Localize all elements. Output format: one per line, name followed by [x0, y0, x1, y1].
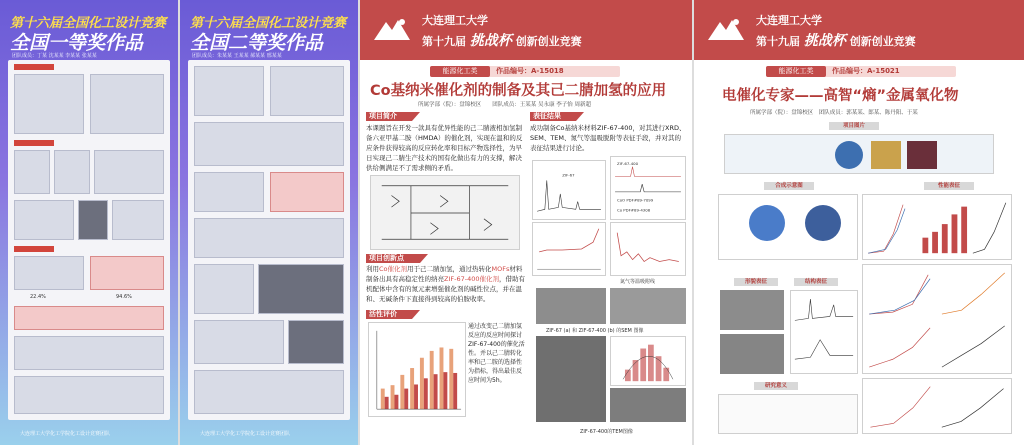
particle-size-histogram — [610, 336, 686, 386]
poster2-award-title: 全国二等奖作品 — [190, 32, 324, 54]
photo-figure — [78, 200, 108, 240]
tem-image — [720, 334, 784, 374]
innovation-text: 利用Co催化剂用于己二腈加氢，通过热转化MOFs材料制备出具有高稳定性的纳亮ZIF-67-400催化剂，借助有机配体中含有的氮元素增强催化剂的碱性位点，并在温和、无碱条件下直接得到较高的伯胺收率。 — [366, 265, 525, 303]
section-synthesis: 合成示意图 — [764, 182, 814, 190]
structure-charts — [790, 290, 858, 374]
render-photo — [288, 320, 344, 364]
activity-bar — [434, 374, 438, 409]
table-figure — [14, 306, 164, 330]
significance-text-block — [718, 394, 858, 434]
map-figure — [14, 200, 74, 240]
pipeline-figure — [14, 256, 84, 290]
activity-bar — [440, 347, 444, 409]
tem-caption: ZIF-67-400的TEM图像 — [580, 429, 633, 435]
section-tab — [14, 140, 54, 146]
poster1-award-title: 全国一等奖作品 — [10, 32, 144, 54]
activity-bar — [449, 349, 453, 409]
cost-table — [14, 336, 164, 370]
section-innovation: 项目创新点 — [366, 254, 420, 263]
activity-bar — [404, 389, 408, 410]
layout-figure — [194, 218, 344, 258]
safety-table — [194, 370, 344, 414]
globe-image — [835, 141, 863, 169]
xrd-label-co: Co PDF#89-4308 — [617, 207, 651, 213]
section-tab — [14, 64, 54, 70]
activity-bar — [420, 358, 424, 409]
activity-bar-chart — [368, 322, 466, 417]
energy-figure — [90, 256, 164, 290]
activity-bar — [430, 351, 434, 409]
activity-bar — [424, 378, 428, 409]
plant-photo — [258, 264, 344, 314]
section-tab — [14, 246, 54, 252]
synthesis-diagram — [718, 194, 858, 260]
poster-second-prize — [180, 0, 358, 445]
section-intro: 项目简介 — [366, 112, 412, 121]
section-significance: 研究意义 — [754, 382, 798, 390]
poster1-competition-title: 第十六届全国化工设计竞赛 — [10, 16, 167, 31]
equipment-figure — [54, 150, 90, 194]
activity-bar — [391, 385, 395, 409]
activity-bar — [381, 389, 385, 410]
electrochemical-charts — [862, 264, 1012, 374]
equipment-figure — [14, 150, 50, 194]
process-diagram — [14, 74, 84, 134]
stat-right: 94.6% — [116, 294, 132, 300]
sem-caption: ZIF-67 (a) 和 ZIF-67-400 (b) 的SEM 图像 — [546, 328, 644, 334]
intro-text: 本课题旨在开发一款具有优异性能的己二腈液相加氢制备六亚甲基二胺（HMDA）的催化剂，实现在温和的反应条件获得较高的反应转化率和目标产物选择性，为早日实现己二腈生产技术的国有化做出有力的支撑，解决供给侧满足不了需求侧的矛盾。 — [366, 124, 523, 172]
xrd-label-400: ZIF-67-400 — [617, 160, 639, 166]
section-structure: 结构表征 — [794, 278, 838, 286]
activity-bar — [385, 397, 389, 409]
heat-figure — [270, 172, 344, 212]
crystal-model — [805, 205, 841, 241]
category-label: 能源化工类 — [430, 66, 490, 77]
section-characterization: 表征结果 — [530, 112, 576, 121]
xrd-label-coo: CoO PDF#89-7099 — [617, 197, 654, 203]
activity-bar — [453, 373, 457, 409]
activity-text: 通过改变己二腈加氢反应的反应时间探讨ZIF-67-400的催化活性。并以己二腈转化率和己二胺的选择性为指标，得出最佳反应时间为5h。 — [468, 323, 525, 384]
xrd-label-zif67: ZIF-67 — [562, 172, 575, 178]
crystal-model — [749, 205, 785, 241]
category-tag — [766, 66, 956, 77]
tem-image-left — [536, 336, 606, 422]
section-project-images: 项目图片 — [829, 122, 879, 130]
xrd-comparison-chart — [610, 156, 686, 220]
section-performance: 性能表征 — [924, 182, 974, 190]
poster-entropy-oxide — [694, 0, 1024, 445]
project-number: 作品编号：A-15018 — [496, 67, 564, 75]
category-label: 能源化工类 — [766, 66, 826, 77]
equipment-figure — [194, 172, 264, 212]
header-university: 大连理工大学 — [756, 14, 822, 27]
poster1-footer: 大连理工大学化工学院化工设计竞赛团队 — [20, 431, 111, 437]
summary-table — [14, 376, 164, 414]
university-logo-icon — [706, 14, 746, 44]
sem-image-b — [610, 288, 686, 324]
section-activity: 活性评价 — [366, 310, 412, 319]
poster2-competition-title: 第十六届全国化工设计竞赛 — [190, 16, 347, 31]
scene-image — [907, 141, 937, 169]
header-university: 大连理工大学 — [422, 14, 488, 27]
sem-image-a — [536, 288, 606, 324]
category-tag — [430, 66, 620, 77]
pore-size-chart — [610, 222, 686, 276]
header-event: 第十九届 挑战杯 创新创业竞赛 — [422, 33, 582, 49]
poster2-content-sheet — [188, 60, 350, 420]
stability-charts — [862, 378, 1012, 434]
poster1-team: 团队成员：丁某 沈某某 李某某 张某某 — [12, 53, 97, 59]
product-image — [871, 141, 901, 169]
section-morphology: 形貌表征 — [734, 278, 778, 286]
poster-meta: 所属学部（院）：盘锦校区 团队成员：郭某某、郎某、陈丹阳、于某 — [750, 110, 918, 116]
xrd-chart — [532, 160, 606, 220]
flow-diagram — [90, 74, 164, 134]
sem-image — [720, 290, 784, 330]
reaction-scheme — [370, 175, 520, 250]
poster1-content-sheet — [8, 60, 170, 420]
activity-bar — [400, 375, 404, 409]
site-plan — [194, 320, 284, 364]
activity-bar — [394, 395, 398, 409]
poster-co-catalyst — [360, 0, 692, 445]
flow-diagram — [194, 66, 264, 116]
poster3-header — [360, 0, 692, 60]
process-diagram — [270, 66, 344, 116]
bet-caption: 氮气等温吸附线 — [620, 279, 656, 285]
project-number: 作品编号：A-15021 — [832, 67, 900, 75]
activity-bar — [410, 368, 414, 409]
poster-title: Co基纳米催化剂的制备及其己二腈加氢的应用 — [370, 83, 667, 99]
tem-image-right — [610, 388, 686, 422]
poster2-team: 团队成员：朱某某 王某某 郝某某 邢某某 — [192, 53, 282, 59]
poster-first-prize — [0, 0, 178, 445]
activity-bar — [414, 384, 418, 409]
header-event: 第十九届 挑战杯 创新创业竞赛 — [756, 33, 916, 49]
map-figure — [194, 264, 254, 314]
pfd-figure — [194, 122, 344, 166]
chart-figure — [112, 200, 164, 240]
poster4-header — [694, 0, 1024, 60]
poster-meta: 所属学部（院）：盘锦校区 团队成员：王某某 吴永康 李子怡 周新超 — [418, 102, 591, 108]
poster-title: 电催化专家——高智“熵”金属氧化物 — [722, 88, 959, 104]
stat-left: 22.4% — [30, 294, 46, 300]
project-image-strip — [724, 134, 994, 174]
process-figure — [94, 150, 164, 194]
performance-charts — [862, 194, 1012, 260]
characterization-text: 成功制备Co基纳米材料ZIF-67-400，对其进行XRD、SEM、TEM、氮气等温吸脱附等表征手段，并对其的表征结果进行讨论。 — [530, 124, 686, 152]
poster2-footer: 大连理工大学化工学院化工设计竞赛团队 — [200, 431, 291, 437]
university-logo-icon — [372, 14, 412, 44]
activity-bar — [443, 372, 447, 409]
bet-isotherm-chart — [532, 222, 606, 276]
